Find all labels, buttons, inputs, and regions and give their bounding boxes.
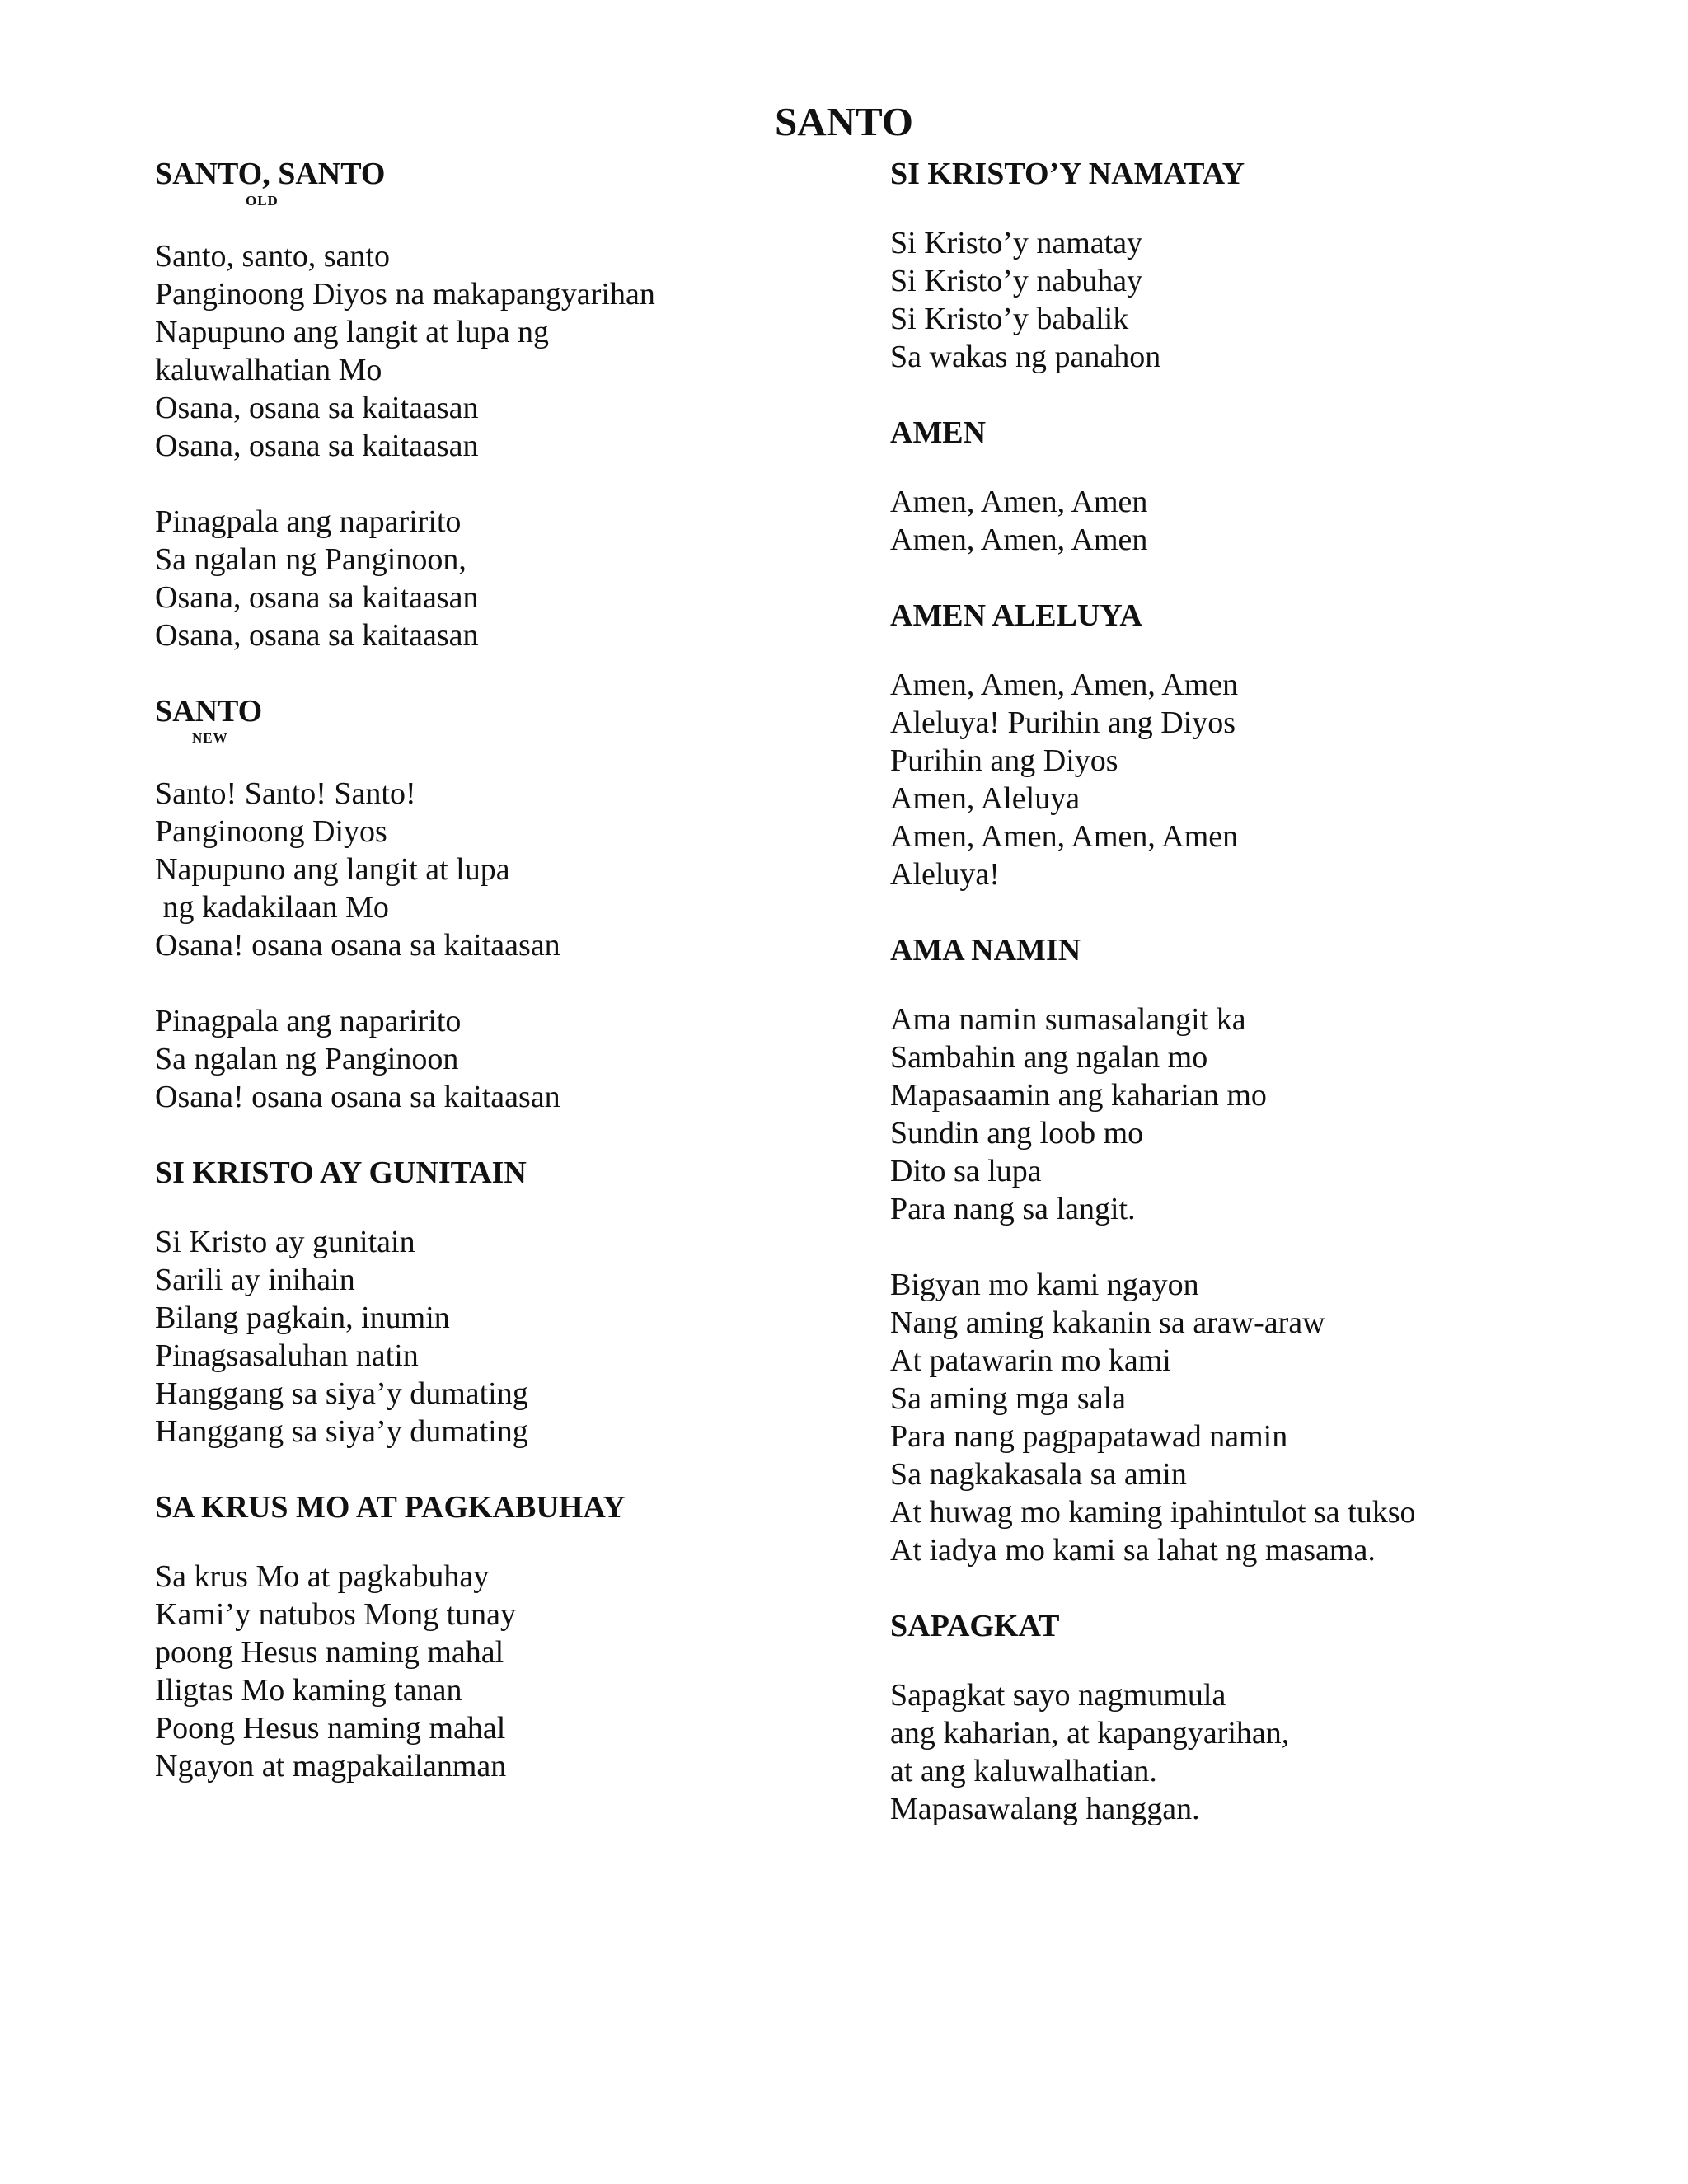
lyric-line: kaluwalhatian Mo [155,353,382,387]
verse [155,503,864,654]
lyric-line: At patawarin mo kami [890,1343,1171,1378]
lyric-line: Santo, santo, santo [155,239,390,274]
lyric-line: Si Kristo’y babalik [890,302,1129,336]
lyric-line: Osana! osana osana sa kaitaasan [155,1080,560,1114]
lyric-line: Pinagpala ang naparirito [155,504,462,539]
lyric-line: Bilang pagkain, inumin [155,1301,450,1335]
lyric-line: At huwag mo kaming ipahintulot sa tukso [890,1495,1416,1530]
song-title: SI KRISTO’Y NAMATAY [890,157,1245,191]
lyric-line: Si Kristo’y namatay [890,226,1143,260]
lyric-line: Para nang pagpapatawad namin [890,1419,1288,1454]
lyric-line: Santo! Santo! Santo! [155,776,416,811]
verse [155,775,864,964]
lyric-line: Pinagpala ang naparirito [155,1004,462,1038]
lyric-line: Sa wakas ng panahon [890,340,1161,374]
verse [155,1223,864,1451]
lyric-line: Osana, osana sa kaitaasan [155,618,479,653]
song-santo-new [155,692,864,1116]
lyric-line: Sundin ang loob mo [890,1116,1144,1151]
lyric-line: Hanggang sa siya’y dumating [155,1414,528,1449]
lyric-line: Si Kristo’y nabuhay [890,264,1143,298]
song-title: SAPAGKAT [890,1609,1060,1643]
lyric-line: at ang kaluwalhatian. [890,1754,1157,1788]
lyric-line: Pinagsasaluhan natin [155,1338,419,1373]
lyric-line: Mapasawalang hanggan. [890,1792,1200,1826]
song-title: AMEN [890,415,987,450]
verse [890,1676,1632,1828]
lyric-line: Sa ngalan ng Panginoon [155,1042,459,1076]
lyric-line: Dito sa lupa [890,1154,1042,1188]
lyric-line: Osana, osana sa kaitaasan [155,580,479,615]
lyric-line: Sa nagkakasala sa amin [890,1457,1187,1492]
lyric-line: Sa krus Mo at pagkabuhay [155,1559,490,1594]
lyric-line: Mapasaamin ang kaharian mo [890,1078,1267,1113]
lyric-line: Panginoong Diyos [155,814,387,849]
song-si-kristoy-namatay [890,155,1632,376]
lyric-line: Osana! osana osana sa kaitaasan [155,928,560,963]
verse [155,1002,864,1116]
lyric-line: Nang aming kakanin sa araw-araw [890,1305,1325,1340]
lyric-line: Osana, osana sa kaitaasan [155,391,479,425]
lyric-line: At iadya mo kami sa lahat ng masama. [890,1533,1376,1568]
verse [890,666,1632,893]
lyric-line: Purihin ang Diyos [890,743,1118,778]
lyric-line: Aleluya! Purihin ang Diyos [890,705,1236,740]
song-title: AMEN ALELUYA [890,598,1142,633]
verse [890,224,1632,376]
verse [890,1001,1632,1228]
verse [890,483,1632,559]
lyric-line: ng kadakilaan Mo [155,890,389,925]
song-title: SI KRISTO AY GUNITAIN [155,1155,527,1190]
song-si-kristo-ay-gunitain [155,1154,864,1451]
song-version-note: OLD [246,193,279,209]
lyric-line: Amen, Amen, Amen [890,523,1148,557]
lyric-line: Bigyan mo kami ngayon [890,1268,1199,1302]
lyric-line: Amen, Aleluya [890,781,1081,816]
lyric-line: Sa aming mga sala [890,1381,1126,1416]
page-title: SANTO [775,99,913,144]
lyric-line: Sa ngalan ng Panginoon, [155,542,467,577]
verse [890,1266,1632,1569]
lyric-line: ang kaharian, at kapangyarihan, [890,1716,1290,1750]
lyric-line: Iligtas Mo kaming tanan [155,1673,462,1708]
lyric-line: Para nang sa langit. [890,1192,1136,1226]
lyric-line: Napupuno ang langit at lupa ng [155,315,550,349]
verse [155,1558,864,1785]
lyric-line: Amen, Amen, Amen [890,485,1148,519]
lyric-line: Amen, Amen, Amen, Amen [890,668,1239,702]
lyric-line: Poong Hesus naming mahal [155,1711,506,1746]
song-ama-namin [890,931,1632,1569]
song-version-note: NEW [192,730,228,746]
lyric-line: Si Kristo ay gunitain [155,1225,415,1259]
lyric-line: Ngayon at magpakailanman [155,1749,507,1783]
song-sapagkat [890,1607,1632,1828]
left-column [155,155,864,1785]
lyric-line: Sapagkat sayo nagmumula [890,1678,1226,1713]
song-amen-aleluya [890,597,1632,893]
lyric-line: Napupuno ang langit at lupa [155,852,510,887]
lyric-line: Aleluya! [890,857,1000,892]
lyric-line: Panginoong Diyos na makapangyarihan [155,277,655,312]
right-column [890,155,1632,1828]
verse [155,237,864,465]
lyric-line: Amen, Amen, Amen, Amen [890,819,1239,854]
lyric-line: Sarili ay inihain [155,1263,355,1297]
lyric-line: Osana, osana sa kaitaasan [155,429,479,463]
song-santo-santo [155,155,864,654]
lyric-line: Ama namin sumasalangit ka [890,1002,1246,1037]
song-title: SANTO, SANTO [155,157,386,191]
song-amen [890,414,1632,559]
lyric-line: Kami’y natubos Mong tunay [155,1597,517,1632]
song-title: AMA NAMIN [890,933,1081,968]
lyric-line: poong Hesus naming mahal [155,1635,504,1670]
lyric-line: Sambahin ang ngalan mo [890,1040,1208,1075]
song-title: SA KRUS MO AT PAGKABUHAY [155,1490,626,1525]
song-title: SANTO [155,694,263,729]
lyric-line: Hanggang sa siya’y dumating [155,1376,528,1411]
song-sa-krus-mo-at-pagkabuhay [155,1488,864,1785]
